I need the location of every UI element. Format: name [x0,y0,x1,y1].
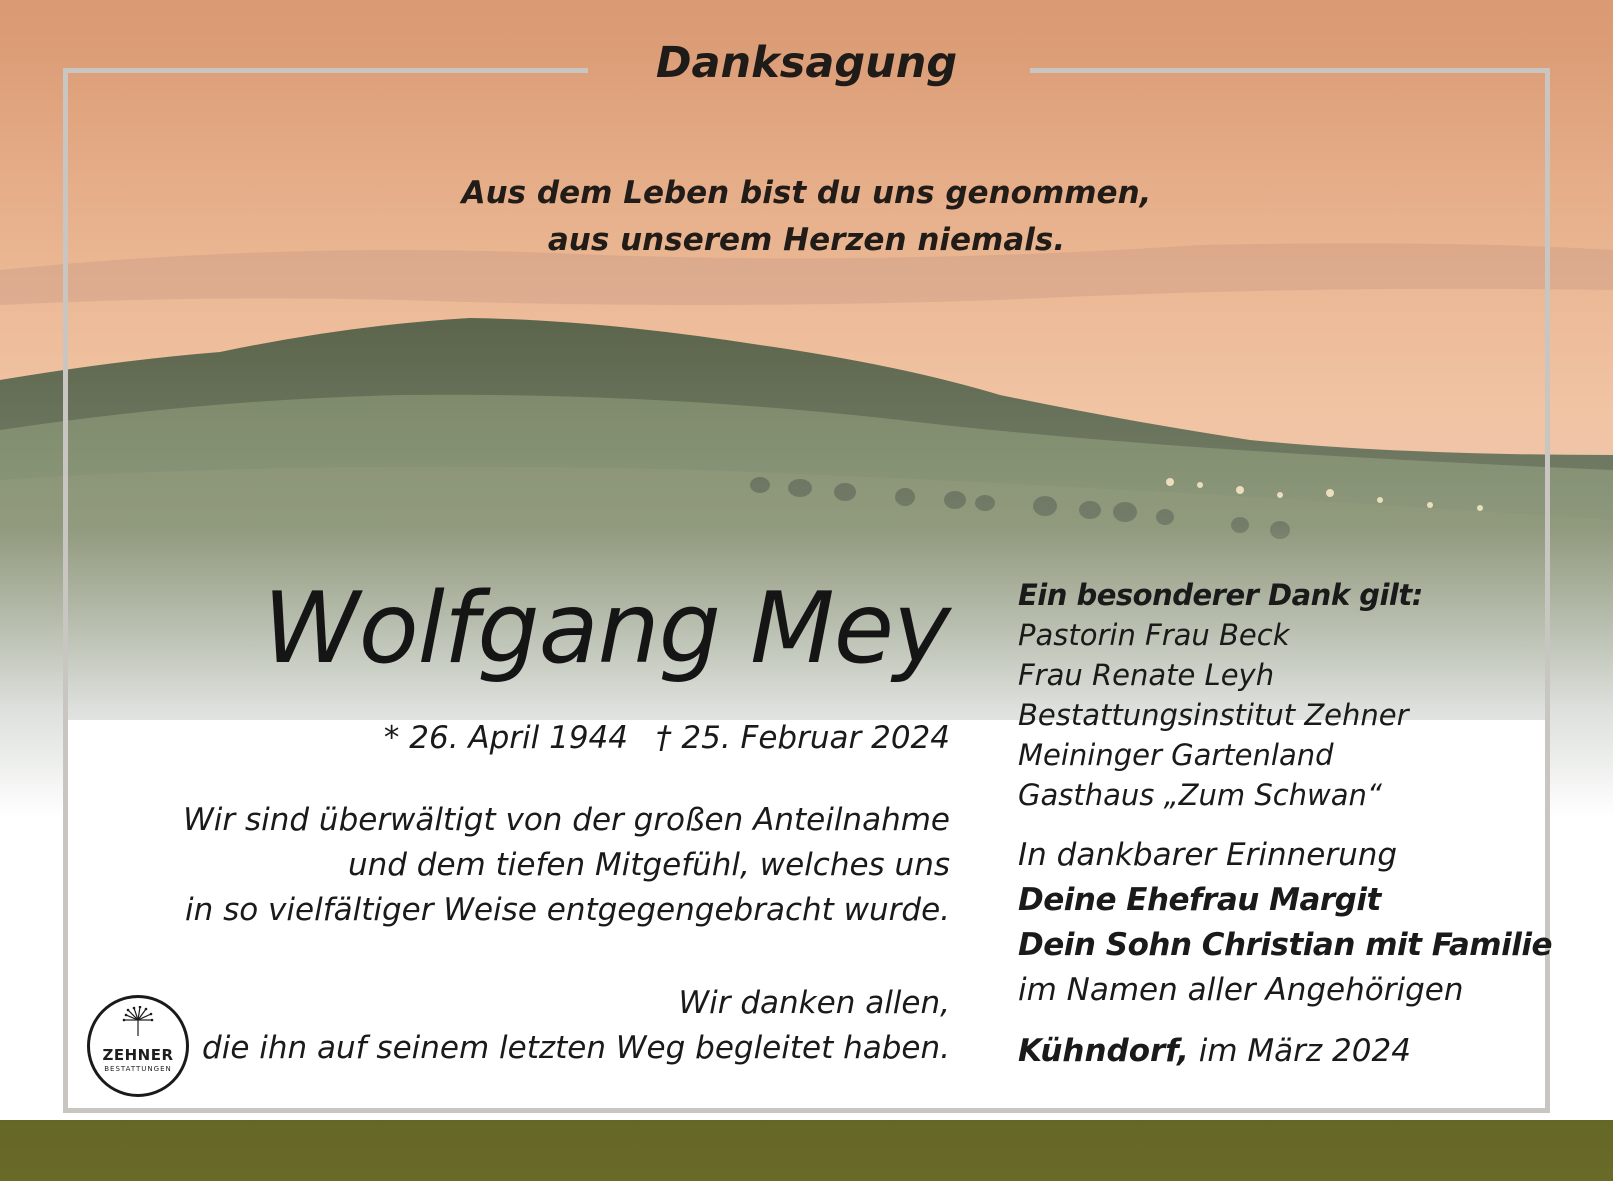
death-date: † 25. Februar 2024 [656,720,950,756]
life-dates [384,720,950,756]
logo-name: ZEHNER [102,1046,174,1064]
motto-line-2: aus unserem Herzen niemals. [547,222,1066,258]
frame-bottom [63,1108,1550,1113]
place: Kühndorf, [1018,1033,1189,1069]
birth-date: * 26. April 1944 [383,720,629,756]
date: im März 2024 [1198,1033,1411,1069]
special-thanks-heading: Ein besonderer Dank gilt: [1018,578,1423,612]
page-title: Danksagung [655,38,958,88]
signature-outro: im Namen aller Angehörigen [1018,972,1464,1008]
motto-line-1: Aus dem Leben bist du uns genommen, [461,175,1152,211]
deceased-name: Wolfgang Mey [262,572,950,686]
message-line-1: Wir sind überwältigt von der großen Anteilnahme [183,802,950,838]
thanks-name: Bestattungsinstitut Zehner [1018,698,1409,732]
closing-line-2: die ihn auf seinem letzten Weg begleitet haben. [202,1030,950,1066]
dandelion-icon [118,1006,158,1046]
thanks-name: Gasthaus „Zum Schwan“ [1018,778,1382,812]
logo-subtitle: BESTATTUNGEN [104,1065,172,1073]
closing-line-1: Wir danken allen, [678,985,950,1021]
thanks-name: Frau Renate Leyh [1018,658,1275,692]
place-date [1018,1033,1411,1069]
message-line-2: und dem tiefen Mitgefühl, welches uns [347,847,950,883]
signature-intro: In dankbarer Erinnerung [1018,837,1398,873]
signature-family: Dein Sohn Christian mit Familie [1018,927,1552,963]
thanks-name: Meininger Gartenland [1018,738,1334,772]
funeral-home-logo [87,995,189,1097]
signature-family: Deine Ehefrau Margit [1018,882,1381,918]
message-line-3: in so vielfältiger Weise entgegengebracht wurde. [184,892,950,928]
thanks-name: Pastorin Frau Beck [1018,618,1290,652]
